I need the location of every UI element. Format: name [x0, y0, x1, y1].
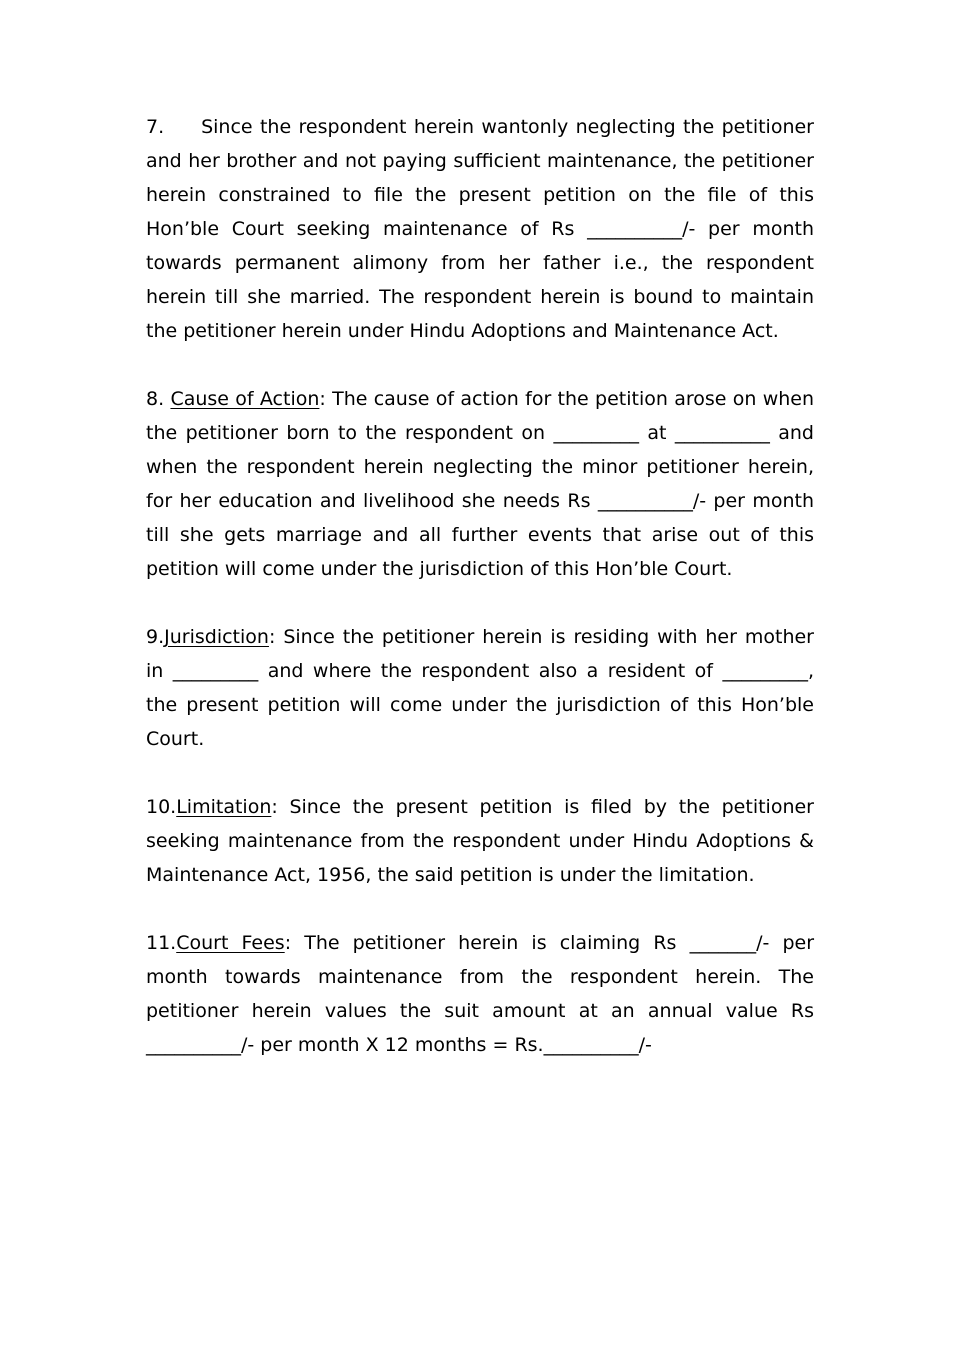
paragraph-number: 9.	[146, 626, 165, 648]
paragraph-10-limitation	[146, 790, 814, 892]
paragraph-heading: Court Fees	[176, 932, 285, 954]
paragraph-8-cause-of-action	[146, 382, 814, 586]
paragraph-11-court-fees	[146, 926, 814, 1062]
paragraph-heading: Jurisdiction	[164, 626, 269, 648]
document-page	[146, 110, 814, 1096]
paragraph-text: : Since the petitioner herein is residing with her mother in _________ and where the respondent also a resident of _________, the present petition will come under the jurisdiction of this Hon’ble Court.	[146, 626, 814, 750]
paragraph-heading: Limitation	[176, 796, 272, 818]
paragraph-number: 11.	[146, 932, 177, 954]
paragraph-text: : The petitioner herein is claiming Rs _______/- per month towards maintenance from the respondent herein. The petitioner herein values the suit amount at an annual value Rs __________/- per month X 12 months = Rs.__________/-	[146, 932, 814, 1056]
paragraph-text: : The cause of action for the petition arose on when the petitioner born to the respondent on _________ at __________ and when the respondent herein neglecting the minor petitioner herein, for her education and livelihood she needs Rs __________/- per month till she gets marriage and all further events that arise out of this petition will come under the jurisdiction of this Hon’ble Court.	[146, 388, 815, 580]
paragraph-number: 8.	[146, 388, 171, 410]
paragraph-9-jurisdiction	[146, 620, 814, 756]
paragraph-number: 7.	[146, 116, 202, 138]
paragraph-heading: Cause of Action	[170, 388, 320, 410]
paragraph-number: 10.	[146, 796, 177, 818]
paragraph-text: Since the respondent herein wantonly neglecting the petitioner and her brother and not paying sufficient maintenance, the petitioner herein constrained to file the present petition on the file of this Hon’ble Court seeking maintenance of Rs __________/- per month towards permanent alimony from her father i.e., the respondent herein till she married. The respondent herein is bound to maintain the petitioner herein under Hindu Adoptions and Maintenance Act.	[146, 116, 814, 342]
paragraph-7	[146, 110, 814, 348]
paragraph-text: : Since the present petition is filed by the petitioner seeking maintenance from the respondent under Hindu Adoptions & Maintenance Act, 1956, the said petition is under the limitation.	[146, 796, 814, 886]
